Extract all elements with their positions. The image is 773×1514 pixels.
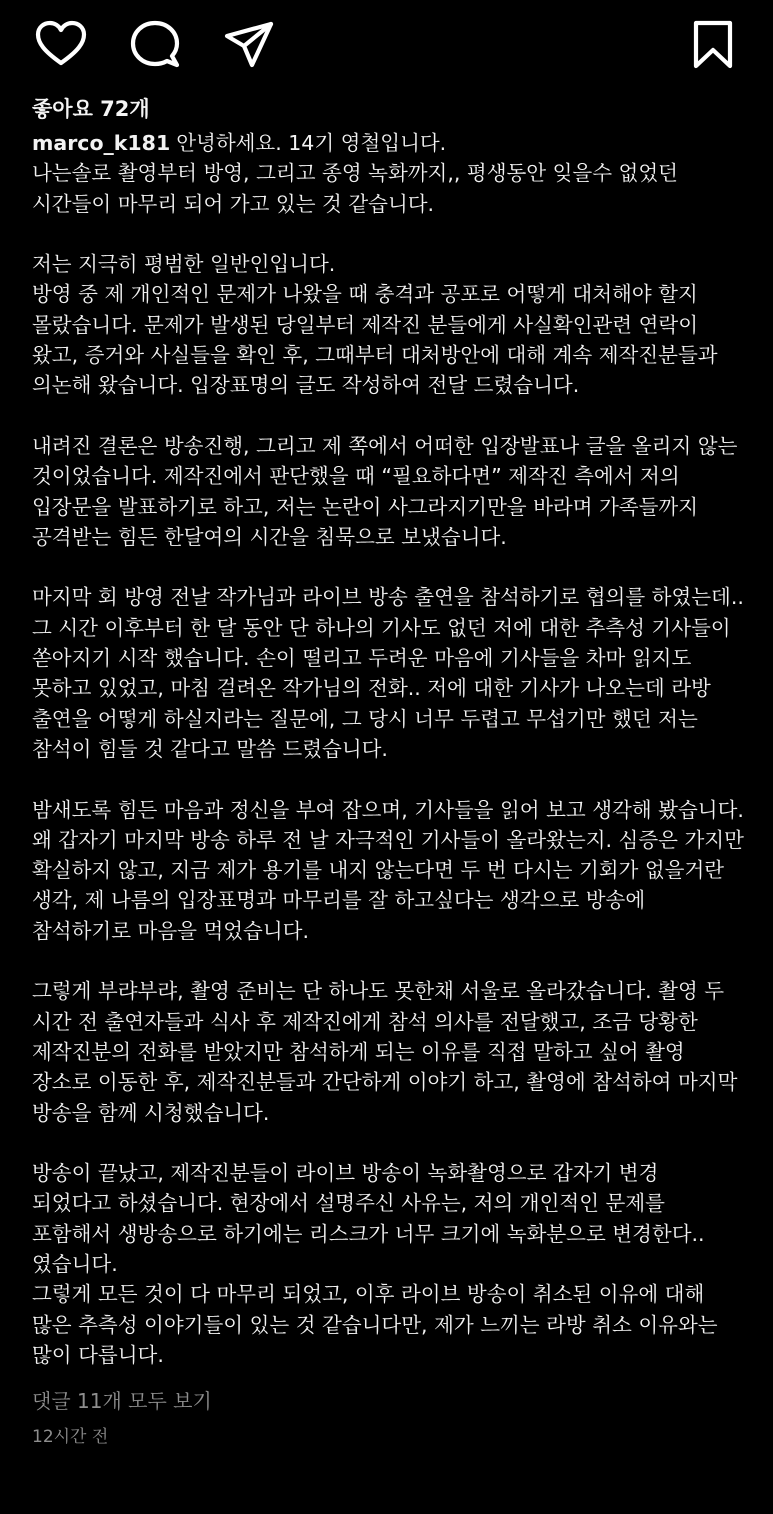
post-content	[32, 94, 744, 1450]
like-button[interactable]	[34, 18, 88, 72]
caption-line: 그렇게 부랴부랴, 촬영 준비는 단 하나도 못한채 서울로 올라갔습니다. 촬영 두 시간 전 출연자들과 식사 후 제작진에게 참석 의사를 전달했고, 조금 당황한 제작진분의 전화를 받았지만 참석하게 되는 이유를 직접 말하고 싶어 촬영 장소로 이동한 후, 제작진분들과 간단하게 이야기 하고, 촬영에 참석하여 마지막 방송을 함께 시청했습니다.	[32, 979, 738, 1125]
caption-line: 방송이 끝났고, 제작진분들이 라이브 방송이 녹화촬영으로 갑자기 변경 되었다고 하셨습니다. 현장에서 설명주신 사유는, 저의 개인적인 문제를 포함해서 생방송으로 하기에는 리스크가 너무 크기에 녹화분으로 변경한다.. 였습니다.	[32, 1161, 705, 1276]
caption-line: 내려진 결론은 방송진행, 그리고 제 쪽에서 어떠한 입장발표나 글을 올리지 않는 것이었습니다. 제작진에서 판단했을 때 “필요하다면” 제작진 측에서 저의 입장문을 발표하기로 하고, 저는 논란이 사그라지기만을 바라며 가족들까지 공격받는 힘든 한달여의 시간을 침묵으로 보냈습니다.	[32, 433, 738, 549]
bookmark-icon	[686, 18, 740, 72]
paper-plane-icon	[222, 18, 276, 72]
caption-line: 저는 지극히 평범한 일반인입니다.	[32, 252, 336, 277]
share-button[interactable]	[222, 18, 276, 72]
comment-bubble-icon	[128, 18, 182, 72]
caption-line: 그렇게 모든 것이 다 마무리 되었고, 이후 라이브 방송이 취소된 이유에 대해 많은 추측성 이야기들이 있는 것 같습니다만, 제가 느끼는 라방 취소 이유와는 많이 다릅니다.	[32, 1282, 718, 1367]
caption-line: 마지막 회 방영 전날 작가님과 라이브 방송 출연을 참석하기로 협의를 하였는데.. 그 시간 이후부터 한 달 동안 단 하나의 기사도 없던 저에 대한 추측성 기사들이 쏟아지기 시작 했습니다. 손이 떨리고 두려운 마음에 기사들을 차마 읽지도 못하고 있었고, 마침 걸려온 작가님의 전화.. 저에 대한 기사가 나오는데 라방 출연을 어떻게 하실지라는 질문에, 그 당시 너무 두렵고 무섭기만 했던 저는 참석이 힘들 것 같다고 말씀 드렸습니다.	[32, 585, 744, 761]
caption-line: 방영 중 제 개인적인 문제가 나왔을 때 충격과 공포로 어떻게 대처해야 할지 몰랐습니다. 문제가 발생된 당일부터 제작진 분들에게 사실확인관련 연락이 왔고, 증거와 사실들을 확인 후, 그때부터 대처방안에 대해 계속 제작진분들과 의논해 왔습니다. 입장표명의 글도 작성하여 전달 드렸습니다.	[32, 282, 718, 398]
post-timestamp: 12시간 전	[32, 1427, 109, 1448]
caption-line: 나는솔로 촬영부터 방영, 그리고 종영 녹화까지,, 평생동안 잊을수 없었던 시간들이 마무리 되어 가고 있는 것 같습니다.	[32, 161, 678, 216]
author-username[interactable]: marco_k181	[32, 131, 171, 155]
post-caption	[32, 128, 744, 1370]
view-all-comments-link[interactable]: 댓글 11개 모두 보기	[32, 1389, 212, 1414]
likes-count[interactable]: 좋아요 72개	[32, 97, 150, 121]
comment-button[interactable]	[128, 18, 182, 72]
post-action-bar	[0, 0, 773, 90]
caption-line: 밤새도록 힘든 마음과 정신을 부여 잡으며, 기사들을 읽어 보고 생각해 봤습니다. 왜 갑자기 마지막 방송 하루 전 날 자극적인 기사들이 올라왔는지. 심증은 가지만 확실하지 않고, 지금 제가 용기를 내지 않는다면 두 번 다시는 기회가 없을거란 생각, 제 나름의 입장표명과 마무리를 잘 하고싶다는 생각으로 방송에 참석하기로 마음을 먹었습니다.	[32, 797, 744, 943]
caption-first-line: 안녕하세요. 14기 영철입니다.	[176, 131, 447, 155]
heart-icon	[34, 18, 88, 72]
save-button[interactable]	[686, 18, 740, 72]
